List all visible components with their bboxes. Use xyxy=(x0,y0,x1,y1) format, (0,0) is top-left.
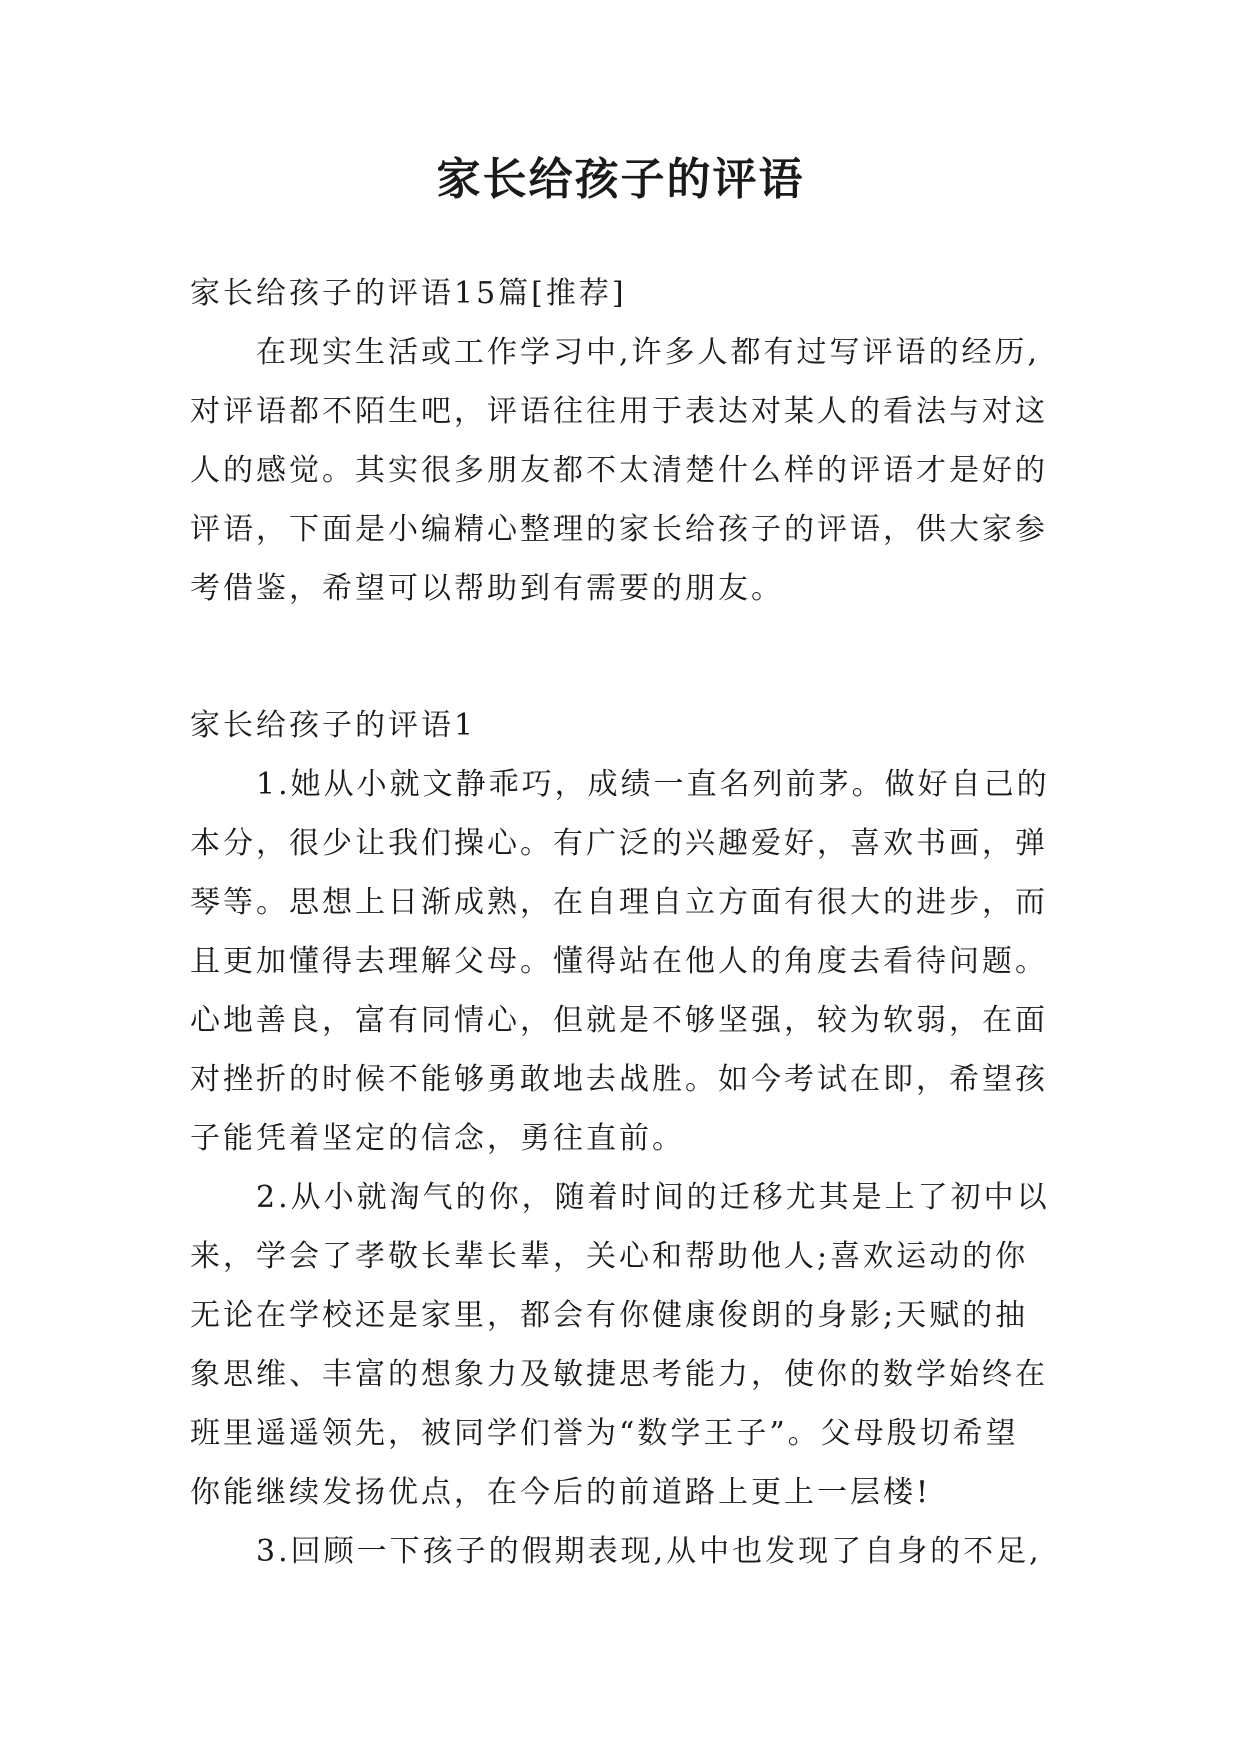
item-line: 3.回顾一下孩子的假期表现,从中也发现了自身的不足, xyxy=(256,1534,1042,1569)
intro-line: 评语，下面是小编精心整理的家长给孩子的评语，供大家参 xyxy=(190,512,1048,547)
item-line: 班里遥遥领先，被同学们誉为“数学王子”。父母殷切希望 xyxy=(190,1416,1019,1451)
item-line: 象思维、丰富的想象力及敏捷思考能力，使你的数学始终在 xyxy=(190,1357,1048,1392)
document-body xyxy=(190,264,1070,1581)
item-line: 对挫折的时候不能够勇敢地去战胜。如今考试在即，希望孩 xyxy=(190,1062,1048,1097)
intro-line: 在现实生活或工作学习中,许多人都有过写评语的经历, xyxy=(256,335,1041,370)
item-line: 无论在学校还是家里，都会有你健康俊朗的身影;天赋的抽 xyxy=(190,1298,1029,1333)
document-title: 家长给孩子的评语 xyxy=(436,154,805,205)
item-line: 琴等。思想上日渐成熟，在自理自立方面有很大的进步，而 xyxy=(190,885,1048,920)
section-heading: 家长给孩子的评语1 xyxy=(190,708,477,743)
comment-item-1 xyxy=(190,755,1070,1168)
item-line: 你能继续发扬优点，在今后的前道路上更上一层楼! xyxy=(190,1475,932,1510)
comment-item-3 xyxy=(190,1522,1070,1581)
item-line: 且更加懂得去理解父母。懂得站在他人的角度去看待问题。 xyxy=(190,944,1048,979)
intro-line: 人的感觉。其实很多朋友都不太清楚什么样的评语才是好的 xyxy=(190,453,1048,488)
intro-line: 对评语都不陌生吧，评语往往用于表达对某人的看法与对这 xyxy=(190,394,1048,429)
item-line: 来，学会了孝敬长辈长辈，关心和帮助他人;喜欢运动的你 xyxy=(190,1239,1029,1274)
intro-paragraph xyxy=(190,323,1070,618)
item-line: 本分，很少让我们操心。有广泛的兴趣爱好，喜欢书画，弹 xyxy=(190,826,1048,861)
document-subtitle: 家长给孩子的评语15篇[推荐] xyxy=(190,276,627,311)
comment-item-2 xyxy=(190,1168,1070,1522)
item-line: 2.从小就淘气的你，随着时间的迁移尤其是上了初中以 xyxy=(256,1180,1050,1215)
item-line: 1.她从小就文静乖巧，成绩一直名列前茅。做好自己的 xyxy=(256,767,1050,802)
intro-line: 考借鉴，希望可以帮助到有需要的朋友。 xyxy=(190,571,784,606)
section-gap xyxy=(190,618,1070,696)
item-line: 子能凭着坚定的信念，勇往直前。 xyxy=(190,1121,685,1156)
item-line: 心地善良，富有同情心，但就是不够坚强，较为软弱，在面 xyxy=(190,1003,1048,1038)
